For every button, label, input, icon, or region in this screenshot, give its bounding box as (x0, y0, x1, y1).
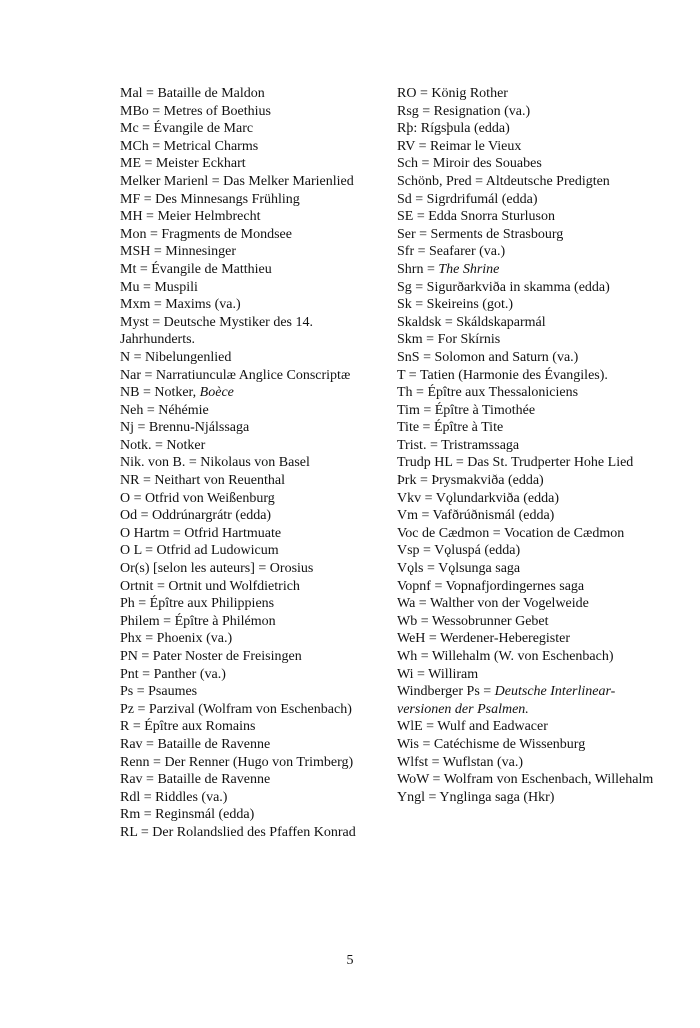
entry-italic-title: The Shrine (438, 261, 500, 277)
abbreviation-entry (397, 419, 667, 437)
entry-text: O Hartm = Otfrid Hartmuate (120, 525, 282, 541)
abbreviation-entry (120, 578, 382, 596)
entry-text: WeH = Werdener-Heberegister (397, 631, 571, 647)
abbreviation-entry (120, 279, 382, 297)
entry-text: Vǫls = Vǫlsunga saga (397, 561, 521, 577)
entry-text: NB = Notker, (120, 385, 200, 401)
abbreviation-entry (397, 437, 667, 455)
entry-text: Shrn = (397, 261, 439, 277)
abbreviation-entry (397, 718, 667, 736)
abbreviation-entry (120, 824, 382, 842)
entry-text: Ortnit = Ortnit und Wolfdietrich (120, 578, 300, 594)
entry-text: Nar = Narratiunculæ Anglice Conscriptæ (120, 367, 351, 383)
abbreviation-entry (397, 138, 667, 156)
abbreviation-list-right (397, 85, 667, 806)
entry-text: Rm = Reginsmál (edda) (120, 807, 255, 823)
entry-text: Mxm = Maxims (va.) (120, 297, 241, 313)
abbreviation-entry (397, 666, 667, 684)
entry-text: Sd = Sigrdrifumál (edda) (397, 191, 538, 207)
entry-text: Schönb, Pred = Altdeutsche Predigten (397, 173, 610, 189)
abbreviation-entry (397, 208, 667, 226)
abbreviation-entry (120, 138, 382, 156)
abbreviation-entry (397, 560, 667, 578)
entry-text: Tim = Épître à Timothée (397, 402, 536, 418)
entry-text: Wb = Wessobrunner Gebet (397, 613, 549, 629)
entry-text: Rav = Bataille de Ravenne (120, 736, 271, 752)
entry-text: Wa = Walther von der Vogelweide (397, 596, 589, 612)
entry-text: Skm = For Skírnis (397, 332, 501, 348)
entry-text: T = Tatien (Harmonie des Évangiles). (397, 367, 608, 383)
abbreviation-entry (397, 402, 667, 420)
entry-text: Phx = Phoenix (va.) (120, 631, 233, 647)
entry-text: Wlfst = Wuflstan (va.) (397, 754, 524, 770)
abbreviation-entry (120, 736, 382, 754)
entry-text: Wh = Willehalm (W. von Eschenbach) (397, 649, 614, 664)
abbreviation-entry (120, 613, 382, 631)
abbreviation-entry (120, 754, 382, 772)
entry-text: N = Nibelungenlied (120, 349, 232, 365)
abbreviation-entry (120, 384, 382, 402)
entry-text: WlE = Wulf and Eadwacer (397, 719, 548, 735)
entry-text: Sch = Miroir des Souabes (397, 156, 542, 172)
abbreviation-entry (120, 243, 382, 261)
entry-text: WoW = Wolfram von Eschenbach, Willehalm (397, 772, 654, 788)
abbreviation-entry (397, 367, 667, 385)
entry-text: Sk = Skeireins (got.) (397, 297, 513, 313)
entry-text: Neh = Néhémie (120, 402, 209, 418)
entry-text: Mc = Évangile de Marc (120, 121, 254, 137)
entry-text: Rdl = Riddles (va.) (120, 789, 228, 805)
abbreviation-entry (120, 454, 382, 472)
abbreviation-entry (397, 472, 667, 490)
abbreviation-entry (120, 472, 382, 490)
entry-text: R = Épître aux Romains (120, 719, 256, 735)
abbreviation-entry (120, 261, 382, 279)
abbreviation-entry (397, 771, 667, 789)
abbreviation-entry (397, 103, 667, 121)
abbreviation-entry (120, 103, 382, 121)
entry-text: Renn = Der Renner (Hugo von Trimberg) (120, 754, 354, 770)
abbreviation-entry (397, 507, 667, 525)
entry-text: Pnt = Panther (va.) (120, 666, 226, 682)
entry-text: MCh = Metrical Charms (120, 138, 259, 154)
entry-text: RL = Der Rolandslied des Pfaffen Konrad (120, 824, 356, 840)
abbreviation-entry (120, 630, 382, 648)
entry-text: Rav = Bataille de Ravenne (120, 772, 271, 788)
entry-text: Rsg = Resignation (va.) (397, 103, 531, 119)
abbreviation-entry (120, 437, 382, 455)
entry-italic-title: Boèce (199, 385, 234, 401)
abbreviation-entry (397, 279, 667, 297)
entry-text: Vm = Vafðrúðnismál (edda) (397, 508, 555, 524)
abbreviation-entry (120, 402, 382, 420)
abbreviation-entry (120, 191, 382, 209)
entry-text: Vsp = Vǫluspá (edda) (397, 543, 521, 559)
entry-text: Tite = Épître à Tite (397, 420, 504, 436)
entry-text: Wis = Catéchisme de Wissenburg (397, 736, 586, 752)
entry-text: MSH = Minnesinger (120, 244, 237, 260)
entry-text: Yngl = Ynglinga saga (Hkr) (397, 789, 555, 805)
abbreviation-entry (120, 595, 382, 613)
entry-text: Ps = Psaumes (120, 684, 198, 700)
entry-text: MBo = Metres of Boethius (120, 103, 271, 119)
entry-text: Trudp HL = Das St. Trudperter Hohe Lied (397, 455, 634, 471)
entry-text: Or(s) [selon les auteurs] = Orosius (120, 561, 314, 577)
abbreviation-entry (397, 120, 667, 138)
abbreviation-entry (120, 701, 382, 719)
entry-text: Wi = Williram (397, 666, 479, 682)
abbreviation-entry (120, 525, 382, 543)
entry-text: MF = Des Minnesangs Frühling (120, 191, 300, 207)
abbreviation-entry (397, 613, 667, 631)
entry-text: O = Otfrid von Weißenburg (120, 490, 275, 506)
page-number: 5 (346, 953, 354, 968)
abbreviation-entry (120, 173, 382, 191)
abbreviation-entry (120, 208, 382, 226)
entry-text: SE = Edda Snorra Sturluson (397, 209, 555, 225)
entry-text: Þrk = Þrysmakviða (edda) (397, 473, 544, 489)
abbreviation-entry (120, 85, 382, 103)
abbreviation-entry (120, 806, 382, 824)
abbreviation-list-left (120, 85, 382, 842)
abbreviation-entry (120, 771, 382, 789)
abbreviation-entry (120, 349, 382, 367)
entry-text: Ser = Serments de Strasbourg (397, 226, 564, 242)
entry-text: Voc de Cædmon = Vocation de Cædmon (397, 525, 625, 541)
abbreviation-entry (120, 155, 382, 173)
entry-text: Skaldsk = Skáldskaparmál (397, 314, 546, 330)
entry-text: Vkv = Vǫlundarkviða (edda) (397, 490, 559, 506)
abbreviation-entry (120, 560, 382, 578)
abbreviation-entry (120, 683, 382, 701)
entry-text: RO = König Rother (397, 86, 508, 101)
entry-text: O L = Otfrid ad Ludowicum (120, 543, 279, 559)
abbreviation-entry (120, 507, 382, 525)
abbreviation-entry (397, 630, 667, 648)
entry-text: Mon = Fragments de Mondsee (120, 226, 292, 242)
abbreviation-entry (120, 490, 382, 508)
abbreviation-entry (120, 789, 382, 807)
entry-text: Myst = Deutsche Mystiker des 14. Jahrhunderts. (120, 314, 313, 348)
entry-text: Nik. von B. = Nikolaus von Basel (120, 455, 310, 471)
abbreviation-entry (120, 226, 382, 244)
abbreviation-entry (397, 578, 667, 596)
abbreviation-entry (120, 296, 382, 314)
abbreviation-entry (397, 349, 667, 367)
abbreviation-entry (397, 525, 667, 543)
abbreviation-entry (120, 666, 382, 684)
abbreviation-entry (120, 542, 382, 560)
abbreviation-entry (397, 243, 667, 261)
abbreviation-entry (397, 155, 667, 173)
entry-text: PN = Pater Noster de Freisingen (120, 649, 302, 664)
abbreviation-entry (397, 736, 667, 754)
entry-text: NR = Neithart von Reuenthal (120, 473, 285, 489)
entry-text: Melker Marienl = Das Melker Marienlied (120, 173, 354, 189)
abbreviation-entry (397, 754, 667, 772)
entry-text: Vopnf = Vopnafjordingernes saga (397, 578, 585, 594)
abbreviation-entry (397, 173, 667, 191)
abbreviation-entry (120, 367, 382, 385)
entry-text: Sfr = Seafarer (va.) (397, 244, 506, 260)
abbreviation-entry (397, 542, 667, 560)
entry-text: Pz = Parzival (Wolfram von Eschenbach) (120, 701, 352, 717)
abbreviation-entry (397, 226, 667, 244)
entry-italic-title: Deutsche Interlinear-versionen der Psalmen. (397, 684, 616, 717)
abbreviation-entry (397, 85, 667, 103)
entry-text: ME = Meister Eckhart (120, 156, 246, 172)
entry-text: Th = Épître aux Thessaloniciens (397, 385, 579, 401)
abbreviation-entry (397, 296, 667, 314)
entry-text: Sg = Sigurðarkviða in skamma (edda) (397, 279, 610, 295)
abbreviation-entry (397, 595, 667, 613)
abbreviation-entry (397, 648, 667, 666)
abbreviation-entry (120, 648, 382, 666)
abbreviation-entry (397, 683, 667, 718)
abbreviation-entry (397, 314, 667, 332)
entry-text: Notk. = Notker (120, 437, 206, 453)
abbreviation-entry (120, 120, 382, 138)
entry-text: Trist. = Tristramssaga (397, 437, 520, 453)
abbreviation-entry (397, 384, 667, 402)
abbreviation-entry (120, 419, 382, 437)
entry-text: MH = Meier Helmbrecht (120, 209, 261, 225)
entry-text: Od = Oddrúnargrátr (edda) (120, 508, 272, 524)
abbreviation-entry (120, 718, 382, 736)
entry-text: Rþ: Rígsþula (edda) (397, 121, 510, 137)
abbreviation-entry (397, 191, 667, 209)
entry-text: Mal = Bataille de Maldon (120, 86, 265, 101)
abbreviation-entry (397, 331, 667, 349)
abbreviation-entry (120, 314, 382, 349)
entry-text: SnS = Solomon and Saturn (va.) (397, 349, 579, 365)
abbreviation-entry (397, 789, 667, 807)
entry-text: Mu = Muspili (120, 279, 198, 295)
entry-text: Windberger Ps = (397, 684, 495, 700)
entry-text: Philem = Épître à Philémon (120, 613, 276, 629)
entry-text: Nj = Brennu-Njálssaga (120, 420, 250, 436)
abbreviation-entry (397, 490, 667, 508)
entry-text: Mt = Évangile de Matthieu (120, 261, 272, 277)
entry-text: Ph = Épître aux Philippiens (120, 596, 275, 612)
entry-text: RV = Reimar le Vieux (397, 138, 522, 154)
abbreviation-entry (397, 261, 667, 279)
abbreviation-entry (397, 454, 667, 472)
